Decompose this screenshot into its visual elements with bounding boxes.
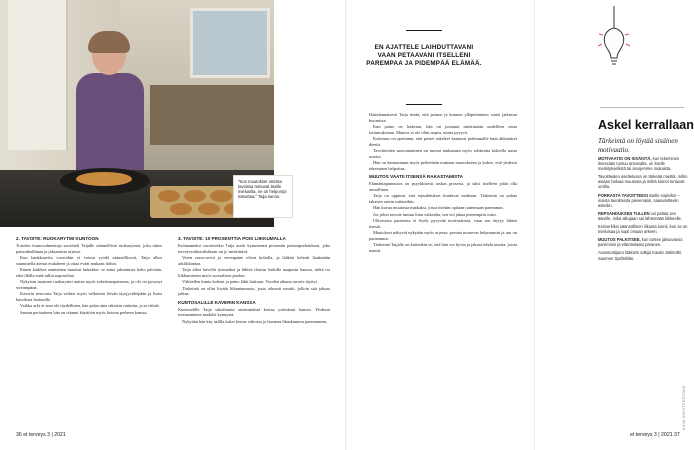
paragraph: Jos jokin tavoite tuntuu liian vaikealta, sen voi jakaa pienempiin osiin.: [373, 211, 497, 217]
sidebar-item: MOTIVAATIO ON SISÄISTÄ, kun tekeminen itsessään tuntuu antoisalta, on itselle merkityksellistä tai arvojemme mukaista.: [598, 156, 680, 172]
section-heading: 3. TAVOITE: 10 PROSENTTIA POIS LIIKKUMALLA: [178, 236, 286, 241]
sidebar-subtitle: Tärkeintä on löytää sisäinen motivaatio.: [598, 137, 678, 154]
lightbulb-illustration: [593, 6, 635, 76]
paragraph: Taija alkoi kävellä työmatkat ja lähteä iltaisin lenkille naapurin kanssa, mikä toi liikkumiseen myös sosiaalisen puolen.: [178, 267, 330, 278]
paragraph: Nykyään hän käy salilla kaksi kertaa viikossa ja huomaa lihaskunnon parantuneen.: [182, 318, 328, 324]
paragraph: Tavoitteiden saavuttaminen on tuonut mukanaan myös rohkeutta kokeilla uusia asioita.: [369, 148, 517, 159]
sidebar-rule: [600, 107, 684, 108]
paragraph: Kun hankkaaviin vuoroihin ei voinut syödä säännöllisesti, Taija alkoi suunnitella ateriat etukäteen ja ottaa eväät mukaan töihin.: [16, 255, 162, 266]
quote-rule-top: [406, 30, 442, 31]
paragraph: Toiseksi kuntovalmentaja suositteli Taijalle säännöllistä ruokarytmiä, joka tukee painonhallintaa ja jaksamista arjessa.: [16, 243, 162, 254]
page-number-right: et terveys 3 | 2021 37: [630, 432, 680, 438]
sidebar-item: Tavoitteiden asettelussa on tärkeää miettiä, mihin asiaan haluaa muutosta ja mitkä keinot tuntuvat omilta.: [598, 174, 688, 190]
paragraph: Kaverin neuvosta Taija vaihtoi myös valkoisen leivän täysjyväleipään ja lisäsi kasviksia lautaselle.: [16, 291, 162, 302]
sidebar-item: PORRASTA TAVOITTEESI itselle sopiviksi – isoista tavoitteista pienempiin, saavutettaviin askeliin.: [598, 192, 680, 208]
paragraph: Kolmanneksi tavoitteeksi Taija asetti kymmenen prosentin painonpudotuksen, joka terveysvaikutuksiltaan on jo merkittävä.: [178, 243, 330, 254]
section-heading: 2. TAVOITE: RUOKARYTMI KUNTOON: [16, 236, 99, 241]
woman-figure: [70, 35, 150, 185]
column-3: [369, 112, 517, 254]
section-heading: MUUTOS VAATII ITSENSÄ RAKASTAMISTA: [369, 174, 463, 179]
paragraph: Nykyisin tasainen ruokarytmi auttaa myös sokeritasapainoon, ja olo on pysynyt vireämpänä.: [16, 279, 162, 290]
paragraph: Elämäntapamuutos on psyykkisesti raskas prosessi, ja siksi itselleen pitää olla armollinen.: [369, 181, 517, 192]
section-heading: KUNTOSALILLE KAVERIN KANSSA: [178, 299, 256, 305]
photo-caption: "Kun muutokset omissa tavoissa tuntuvat itselle mielusilta, ne on helpompi toteuttaa," Taija sanoo.: [233, 175, 293, 218]
quote-rule-bottom: [406, 104, 442, 105]
paragraph: Ulkoisesta paineesta ei löydy pysyvää motivaatiota, vaan sen täytyy lähteä itsestä.: [369, 218, 517, 229]
page-number-left: 36 et terveys 3 | 2021: [16, 432, 66, 438]
paragraph: Hän kuvaa muutosta matkaksi, jossa itseään opitaan tuntemaan paremmin.: [373, 205, 504, 210]
paragraph: Vaikka arki ei aina ole täydellinen, hän palaa aina takaisin rutiiniin, ja se riittää.: [20, 303, 160, 308]
paragraph: Hän on kannustanut myös perhettään mukaan muutokseen ja kokee, että yhdessä tekeminen helpottaa.: [369, 160, 517, 171]
paragraph: Saman periaatteen hän on ottanut käyttöön myös kotona perheen kanssa.: [20, 309, 148, 315]
column-2: [178, 236, 330, 325]
paragraph: Kuntosalille Taija uskaltautui ensimmäistä kertaa ystävänsä kanssa. Yhdessä treenaaminen madalsi kynnystä.: [178, 306, 330, 317]
paragraph: Vähitellen kunto koheni ja paino lähti laskuun. Vuoden aikana tavoite täyttyi.: [182, 279, 318, 284]
paragraph: Veren rasva-arvot ja verenpaine olivat koholla, ja lääkäri kehotti lisäämään arkiliikuntaa.: [178, 255, 330, 266]
sidebar-credit: Asiantuntijana lääkärin tutkija Kauko Jokimäki, Suomen Sydänliitto.: [598, 250, 682, 261]
paragraph: Kokemus on opettanut, että pienet askeleet kantavat pidemmälle kuin äkkinäiset dieetit.: [369, 136, 517, 147]
paragraph: Taija on oppinut, että repsahdukset kuuluvat matkaan. Tärkeintä on palata takaisin omiin rutiineihin.: [369, 193, 517, 204]
paragraph: Tärkeintä on ollut löytää liikuntamuoto, josta oikeasti nauttii, jolloin sitä jaksaa jatkaa.: [178, 285, 330, 296]
sidebar-body: [598, 156, 688, 264]
photo-credit: KUVA SHUTTERSTOCK: [682, 385, 686, 430]
paragraph: Kun paino on laskenut, hän on joutunut miettimään uudelleen omia tottumuksiaan. Muutos ei ole ollut nopea, mutta pysyvä.: [369, 124, 517, 135]
sidebar-item: REPSAHDUKSEN TULLEN voi palata sen äärelle, mikä alkujaan sai lähtemään liikkeelle.: [598, 210, 682, 221]
sidebar-item: MUUTOS PALKITSEE, kun tuntee jaksavansa paremmin ja elämänlaatu paranee.: [598, 237, 683, 248]
paragraph: Ikäsidonnaisesti Taija tietää, että painon ja kunnon ylläpitäminen vaatii jatkuvaa huomiota.: [369, 112, 517, 123]
column-1: [16, 236, 162, 316]
sidebar-item: Esimerkiksi säännöllinen liikunta toimii, kun se on mieluisaa ja sopii omaan arkeen.: [598, 224, 688, 235]
paragraph: Muutokset näkyvät nykyään myös arjessa: portaat nousevat helpommin ja uni on parantunut.: [369, 230, 517, 241]
sidebar-title: Askel kerrallaan: [598, 118, 694, 132]
pull-quote: EN AJATTELE LAIHDUTTAVANI VAAN PETAAVANI ITSELLENI PAREMPAA JA PIDEMPÄÄ ELÄMÄÄ.: [366, 44, 482, 68]
paragraph: Tärkeintä Taijalle on kuitenkin se, että hän voi hyvin ja jaksaa tehdä asioita, joista nauttii.: [369, 242, 517, 253]
paragraph: Ennen kaikkea aamiainen muuttui tärkeäksi: se antoi jaksamista koko päivään, eikä illalla enää tullut napostelua.: [16, 267, 162, 278]
